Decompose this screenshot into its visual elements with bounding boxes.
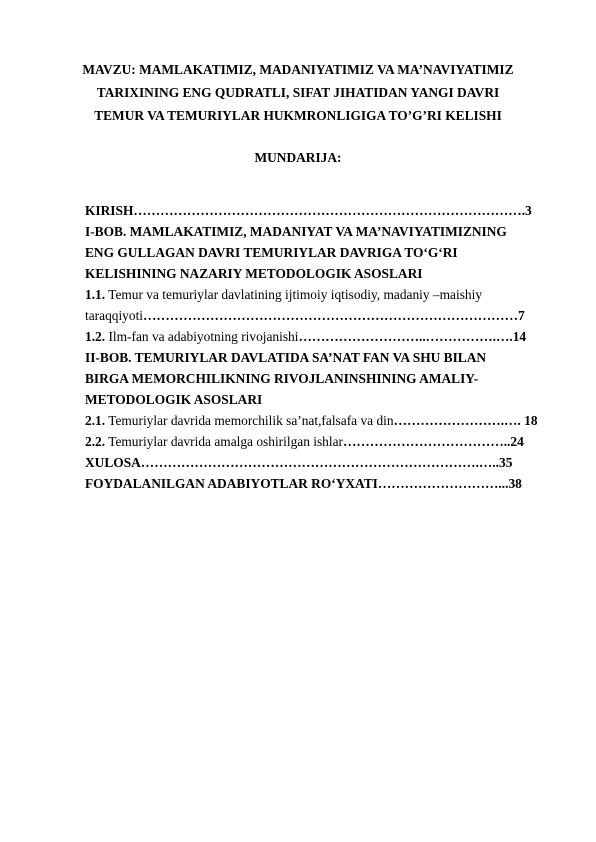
section-number: 1.1. xyxy=(85,287,106,302)
toc-chapter-2-line-3: METODOLOGIK ASOSLARI xyxy=(85,392,263,407)
section-title: taraqqiyoti xyxy=(85,308,144,323)
section-number: 1.2. xyxy=(85,329,106,344)
toc-section-2-2 xyxy=(85,431,560,452)
toc-entry-kirish: KIRISH…………………………………………………………………………….3 xyxy=(85,203,532,218)
contents-heading: MUNDARIJA: xyxy=(254,150,342,165)
section-title: Ilm-fan va adabiyotning rivojanishi xyxy=(105,329,299,344)
dot-leader-page: …………………………………………………………………………7 xyxy=(143,308,525,323)
document-title xyxy=(60,58,536,127)
toc-chapter-2-line-1: II-BOB. TEMURIYLAR DAVLATIDA SA’NAT FAN VA SHU BILAN xyxy=(85,350,487,365)
section-title: Temuriylar davrida memorchilik sa’nat,falsafa va din xyxy=(105,413,394,428)
title-line-3: TEMUR VA TEMURIYLAR HUKMRONLIGIGA TO’G’RI KELISHI xyxy=(94,108,502,123)
toc-section-1-1-cont xyxy=(85,305,560,326)
title-line-2: TARIXINING ENG QUDRATLI, SIFAT JIHATIDAN YANGI DAVRI xyxy=(96,85,500,100)
section-title: Temur va temuriylar davlatining ijtimoiy iqtisodiy, madaniy –maishiy xyxy=(105,287,483,302)
toc-chapter-1-line-3: KELISHINING NAZARIY METODOLOGIK ASOSLARI xyxy=(85,266,423,281)
toc-section-1-1 xyxy=(85,284,560,305)
toc-chapter-1-line-2: ENG GULLAGAN DAVRI TEMURIYLAR DAVRIGA TO‘G‘RI xyxy=(85,245,458,260)
toc-chapter-1-line-1: I-BOB. MAMLAKATIMIZ, MADANIYAT VA MA’NAVIYATIMIZNING xyxy=(85,224,507,239)
title-line-1: MAVZU: MAMLAKATIMIZ, MADANIYATIMIZ VA MA’NAVIYATIMIZ xyxy=(82,62,514,77)
toc-entry-references: FOYDALANILGAN ADABIYOTLAR RO‘YXATI………………………...38 xyxy=(85,476,522,491)
toc-chapter-2-line-2: BIRGA MEMORCHILIKNING RIVOJLANINSHINING AMALIY- xyxy=(85,371,479,386)
table-of-contents xyxy=(85,200,560,494)
toc-section-2-1 xyxy=(85,410,560,431)
section-title: Temuriylar davrida amalga oshirilgan ishlar xyxy=(105,434,344,449)
dot-leader-page: ………………………………..24 xyxy=(343,434,524,449)
dot-leader-page: ………………………..…………….….14 xyxy=(298,329,527,344)
section-number: 2.1. xyxy=(85,413,106,428)
dot-leader-page: …………………….…. 18 xyxy=(393,413,538,428)
toc-entry-xulosa: XULOSA………………………………………………………………….…..35 xyxy=(85,455,513,470)
toc-section-1-2 xyxy=(85,326,560,347)
section-number: 2.2. xyxy=(85,434,106,449)
